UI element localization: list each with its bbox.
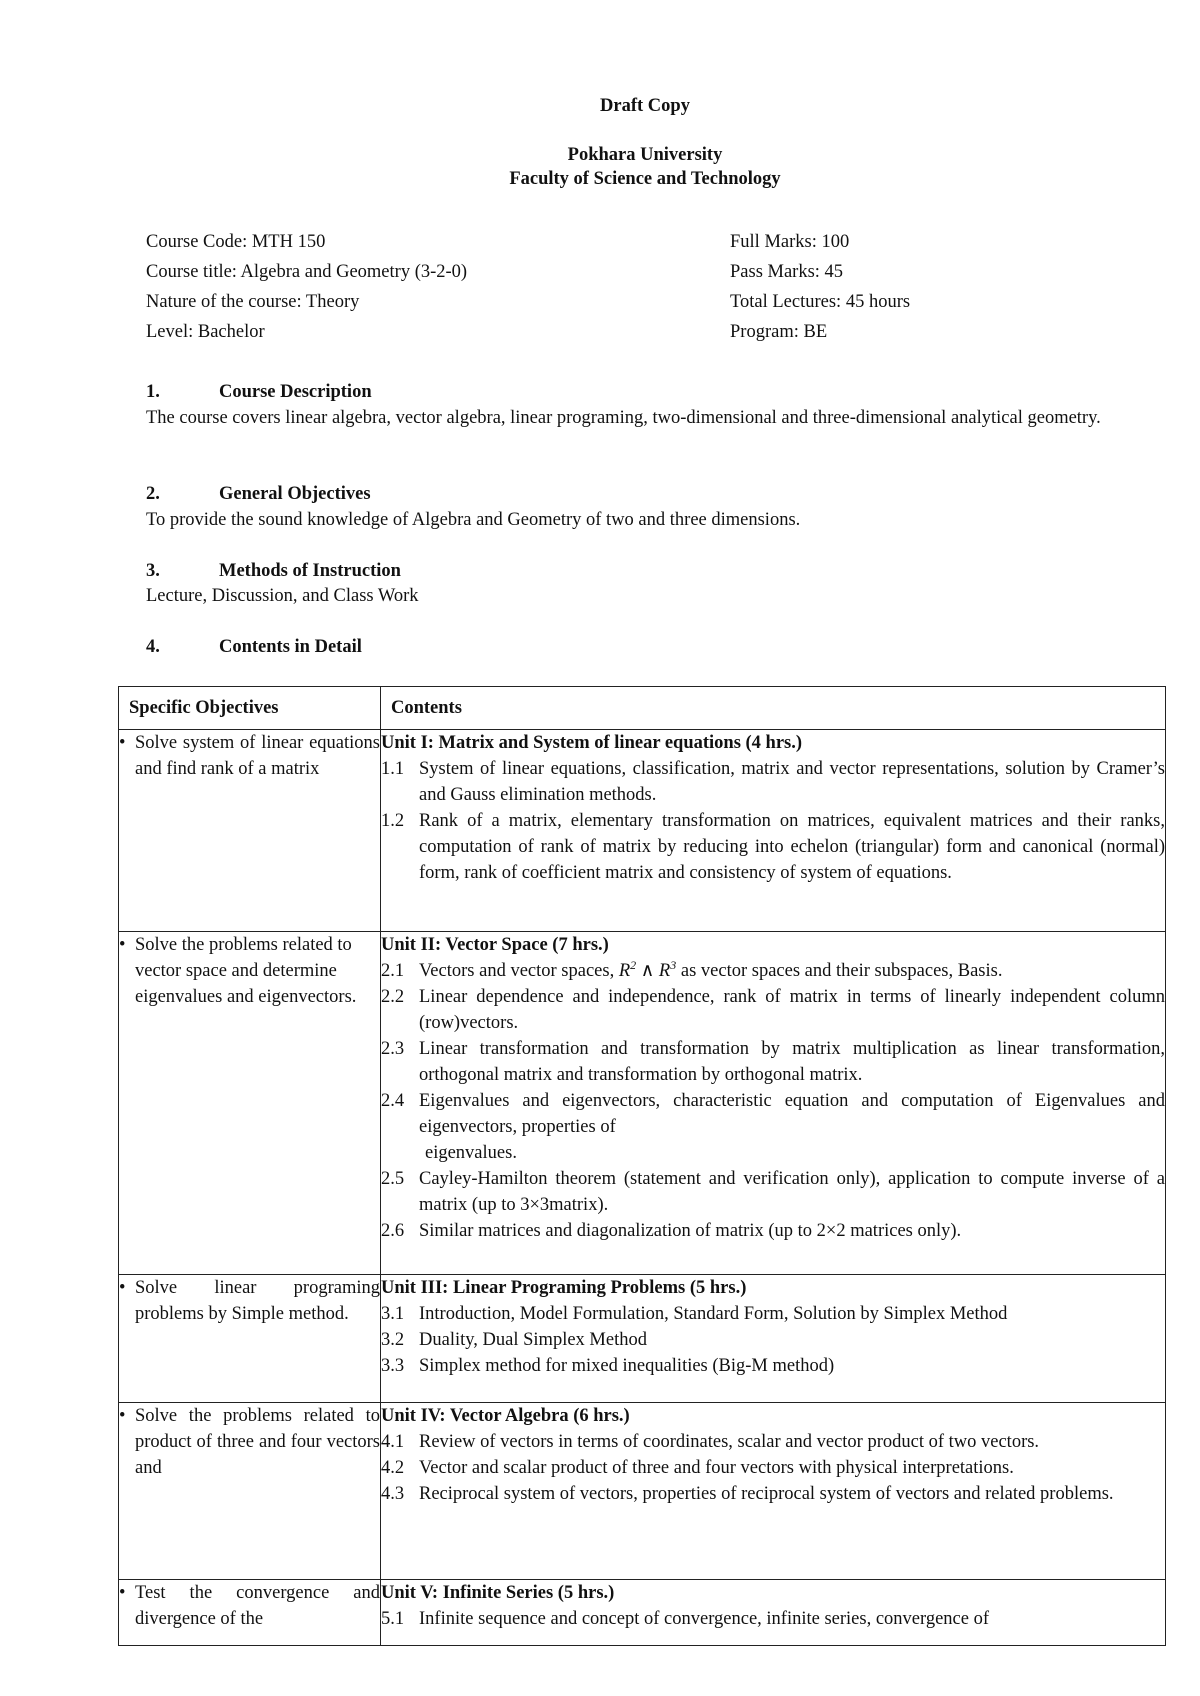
item-number: 5.1 bbox=[381, 1609, 405, 1629]
section-heading bbox=[146, 561, 401, 582]
list-item bbox=[381, 808, 1165, 886]
table-row bbox=[119, 1403, 1166, 1580]
item-text: Introduction, Model Formulation, Standard Form, Solution by Simplex Method bbox=[419, 1304, 1008, 1324]
item-number: 2.1 bbox=[381, 961, 405, 981]
section-title: Course Description bbox=[219, 382, 372, 402]
bullet-icon: • bbox=[119, 1406, 126, 1426]
section-number: 3. bbox=[146, 561, 160, 581]
section-title: Methods of Instruction bbox=[219, 561, 401, 581]
course-code: Course Code: MTH 150 bbox=[146, 232, 326, 252]
header-contents: Contents bbox=[381, 687, 1166, 730]
section-title: Contents in Detail bbox=[219, 637, 362, 657]
unit-title: Unit II: Vector Space (7 hrs.) bbox=[381, 935, 609, 955]
table-header-row bbox=[119, 687, 1166, 730]
table-row bbox=[119, 1580, 1166, 1646]
university-title: Pokhara University bbox=[567, 145, 723, 165]
list-item bbox=[381, 1606, 1165, 1632]
item-number: 2.2 bbox=[381, 987, 405, 1007]
item-text: Reciprocal system of vectors, properties of reciprocal system of vectors and related problems. bbox=[419, 1484, 1114, 1504]
contents-cell bbox=[381, 932, 1166, 1275]
bullet-icon: • bbox=[119, 935, 126, 955]
list-item bbox=[381, 1455, 1165, 1481]
section-title: General Objectives bbox=[219, 484, 371, 504]
objective-cell bbox=[119, 932, 381, 1275]
objective-cell bbox=[119, 1403, 381, 1580]
item-text: Vector and scalar product of three and four vectors with physical interpretations. bbox=[419, 1458, 1014, 1478]
list-item bbox=[381, 1353, 1165, 1379]
syllabus-table bbox=[118, 686, 1166, 1646]
bullet-icon: • bbox=[119, 733, 126, 753]
item-text: System of linear equations, classification, matrix and vector representations, solution by Cramer’s and Gauss elimination methods. bbox=[419, 759, 1165, 805]
item-number: 1.1 bbox=[381, 759, 405, 779]
list-item bbox=[381, 1429, 1165, 1455]
table-row bbox=[119, 932, 1166, 1275]
table-row bbox=[119, 1275, 1166, 1403]
contents-cell bbox=[381, 1275, 1166, 1403]
item-text bbox=[419, 1088, 1165, 1166]
item-text: Cayley-Hamilton theorem (statement and verification only), application to compute inverse of a matrix (up to 3×3matrix). bbox=[419, 1169, 1165, 1215]
item-text: Review of vectors in terms of coordinates, scalar and vector product of two vectors. bbox=[419, 1432, 1040, 1452]
item-text: Linear dependence and independence, rank of matrix in terms of linearly independent column (row)vectors. bbox=[419, 987, 1165, 1033]
course-level: Level: Bachelor bbox=[146, 322, 265, 342]
objective-text: Solve the problems related to vector space and determine eigenvalues and eigenvectors. bbox=[135, 935, 357, 1007]
item-number: 4.2 bbox=[381, 1458, 405, 1478]
item-number: 2.5 bbox=[381, 1169, 405, 1189]
item-number: 3.1 bbox=[381, 1304, 405, 1324]
list-item bbox=[381, 984, 1165, 1036]
full-marks: Full Marks: 100 bbox=[730, 232, 850, 252]
header-objectives: Specific Objectives bbox=[119, 687, 381, 730]
course-nature: Nature of the course: Theory bbox=[146, 292, 360, 312]
total-lectures: Total Lectures: 45 hours bbox=[730, 292, 911, 312]
objective-text: Solve the problems related to product of three and four vectors and bbox=[135, 1406, 380, 1478]
item-number: 2.3 bbox=[381, 1039, 405, 1059]
unit-title: Unit IV: Vector Algebra (6 hrs.) bbox=[381, 1406, 630, 1426]
bullet-icon: • bbox=[119, 1583, 126, 1603]
item-text bbox=[419, 958, 1165, 984]
objective-cell bbox=[119, 1580, 381, 1646]
program: Program: BE bbox=[730, 322, 828, 342]
faculty-title: Faculty of Science and Technology bbox=[509, 169, 781, 189]
objective-text: Test the convergence and divergence of the bbox=[135, 1583, 380, 1629]
item-number: 4.1 bbox=[381, 1432, 405, 1452]
item-number: 4.3 bbox=[381, 1484, 405, 1504]
list-item bbox=[381, 1218, 1165, 1244]
item-number: 3.2 bbox=[381, 1330, 405, 1350]
item-number: 2.4 bbox=[381, 1091, 405, 1111]
item-number: 1.2 bbox=[381, 811, 405, 831]
item-text-part: Vectors and vector spaces, bbox=[419, 961, 619, 981]
section-number: 1. bbox=[146, 382, 160, 402]
item-text: Simplex method for mixed inequalities (Big-M method) bbox=[419, 1356, 835, 1376]
objective-text: Solve linear programing problems by Simple method. bbox=[135, 1278, 380, 1324]
objective-cell bbox=[119, 730, 381, 932]
pass-marks: Pass Marks: 45 bbox=[730, 262, 844, 282]
contents-cell bbox=[381, 1580, 1166, 1646]
contents-cell bbox=[381, 730, 1166, 932]
unit-title: Unit V: Infinite Series (5 hrs.) bbox=[381, 1583, 615, 1603]
course-title: Course title: Algebra and Geometry (3-2-0) bbox=[146, 262, 468, 282]
list-item bbox=[381, 1036, 1165, 1088]
list-item bbox=[381, 1088, 1165, 1166]
section-number: 2. bbox=[146, 484, 160, 504]
item-text: Similar matrices and diagonalization of matrix (up to 2×2 matrices only). bbox=[419, 1221, 962, 1241]
list-item bbox=[381, 1481, 1165, 1507]
section-number: 4. bbox=[146, 637, 160, 657]
list-item bbox=[381, 756, 1165, 808]
item-text: Rank of a matrix, elementary transformation on matrices, equivalent matrices and their ranks, computation of rank of matrix by reducing into echelon (triangular) form and canonical (normal) form, rank of coefficient matrix and consistency of system of equations. bbox=[419, 811, 1165, 883]
objective-cell bbox=[119, 1275, 381, 1403]
item-text: Linear transformation and transformation by matrix multiplication as linear transformation, orthogonal matrix and transformation by orthogonal matrix. bbox=[419, 1039, 1165, 1085]
item-text-part: as vector spaces and their subspaces, Basis. bbox=[676, 961, 1003, 981]
section-body: To provide the sound knowledge of Algebra and Geometry of two and three dimensions. bbox=[146, 510, 801, 530]
section-heading bbox=[146, 382, 372, 403]
item-text-part: Eigenvalues and eigenvectors, characteristic equation and computation of Eigenvalues and eigenvectors, properties of bbox=[419, 1091, 1165, 1137]
section-body: The course covers linear algebra, vector algebra, linear programing, two-dimensional and three-dimensional analytical geometry. bbox=[146, 408, 1101, 428]
math-expression: $R^2$ ∧ $R^3$ bbox=[618, 957, 677, 981]
section-heading bbox=[146, 637, 362, 658]
item-number: 3.3 bbox=[381, 1356, 405, 1376]
item-text-part: eigenvalues. bbox=[425, 1143, 517, 1163]
section-heading bbox=[146, 484, 371, 505]
list-item bbox=[381, 1327, 1165, 1353]
draft-label: Draft Copy bbox=[600, 96, 690, 116]
item-number: 2.6 bbox=[381, 1221, 405, 1241]
list-item bbox=[381, 958, 1165, 984]
item-text: Infinite sequence and concept of convergence, infinite series, convergence of bbox=[419, 1609, 989, 1629]
unit-title: Unit I: Matrix and System of linear equations (4 hrs.) bbox=[381, 733, 803, 753]
bullet-icon: • bbox=[119, 1278, 126, 1298]
table-row bbox=[119, 730, 1166, 932]
unit-title: Unit III: Linear Programing Problems (5 hrs.) bbox=[381, 1278, 747, 1298]
section-body: Lecture, Discussion, and Class Work bbox=[146, 586, 419, 606]
item-text: Duality, Dual Simplex Method bbox=[419, 1330, 647, 1350]
objective-text: Solve system of linear equations and find rank of a matrix bbox=[135, 733, 380, 779]
list-item bbox=[381, 1166, 1165, 1218]
list-item bbox=[381, 1301, 1165, 1327]
contents-cell bbox=[381, 1403, 1166, 1580]
